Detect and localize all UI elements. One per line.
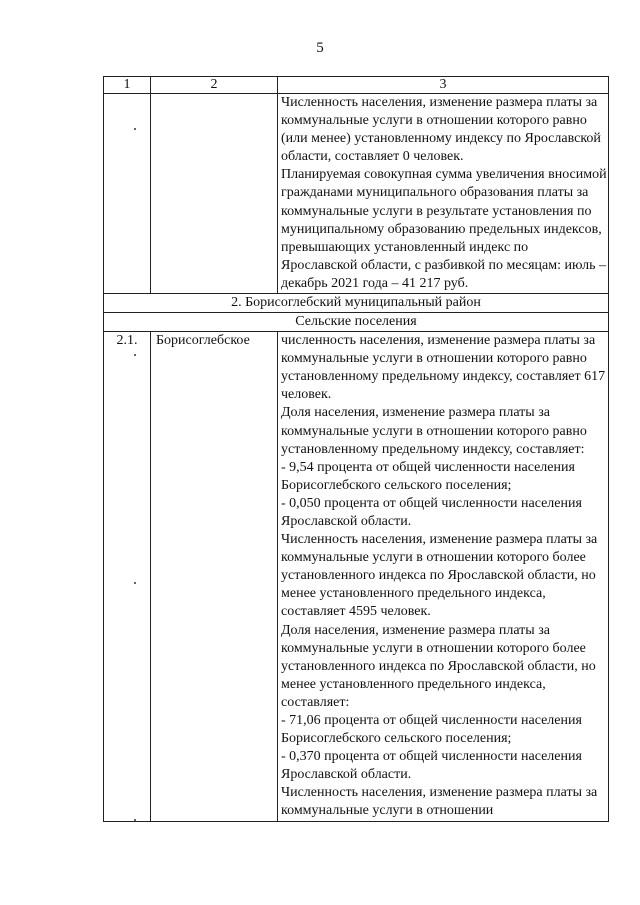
scan-dot (134, 819, 136, 821)
column-number-2: 2 (151, 77, 278, 94)
description-paragraph: Численность населения, изменение размера платы за коммунальные услуги в отношении которого равно (или менее) установленному индексу по Ярославской области, составляет 0 человек. (281, 95, 601, 165)
indices-table (103, 76, 609, 822)
description-paragraph: - 0,370 процента от общей численности населения Ярославской области. (281, 749, 582, 783)
description-paragraph: численность населения, изменение размера платы за коммунальные услуги в отношении которого равно установленному предельному индексу, составляет 617 человек. (281, 333, 606, 403)
table-row (104, 332, 609, 822)
section-heading-rural: Сельские поселения (104, 313, 609, 332)
section-heading-district: 2. Борисоглебский муниципальный район (104, 294, 609, 313)
description-cell (278, 332, 609, 822)
row-number-cell (104, 94, 151, 294)
scan-dot (134, 128, 136, 130)
scan-dot (134, 582, 136, 584)
description-paragraph: - 0,050 процента от общей численности населения Ярославской области. (281, 495, 582, 529)
page-number: 5 (316, 40, 324, 56)
table-row (104, 94, 609, 294)
column-number-row (104, 77, 609, 94)
scan-dot (134, 354, 136, 356)
row-number-cell (104, 332, 151, 822)
municipality-cell (151, 94, 278, 294)
row-number: 2.1. (116, 333, 138, 349)
description-paragraph: Численность населения, изменение размера платы за коммунальные услуги в отношении которого более установленного индекса по Ярославской области, но менее установленного предельного индекса, составляет 4595 человек. (281, 532, 598, 620)
description-cell (278, 94, 609, 294)
column-number-1: 1 (104, 77, 151, 94)
description-paragraph: Численность населения, изменение размера платы за коммунальные услуги в отношении (281, 785, 598, 819)
description-paragraph: Планируемая совокупная сумма увеличения вносимой гражданами муниципального образования платы за коммунальные услуги в результате установления по муниципальному образованию предельных индексов, превышающих установленный индекс по Ярославской области, с разбивкой по месяцам: июль – декабрь 2021 года – 41 217 руб. (281, 167, 607, 291)
description-paragraph: Доля населения, изменение размера платы за коммунальные услуги в отношении которого равно установленному предельному индексу, составляет: (281, 405, 587, 457)
section-row-rural (104, 313, 609, 332)
municipality-cell (151, 332, 278, 822)
description-paragraph: - 71,06 процента от общей численности населения Борисоглебского сельского поселения; (281, 713, 582, 747)
section-row-district (104, 294, 609, 313)
description-paragraph: - 9,54 процента от общей численности населения Борисоглебского сельского поселения; (281, 459, 575, 493)
description-paragraph: Доля населения, изменение размера платы за коммунальные услуги в отношении которого более установленного индекса по Ярославской области, но менее установленного предельного индекса, составляет: (281, 622, 596, 710)
municipality-name: Борисоглебское (156, 333, 250, 349)
column-number-3: 3 (278, 77, 609, 94)
